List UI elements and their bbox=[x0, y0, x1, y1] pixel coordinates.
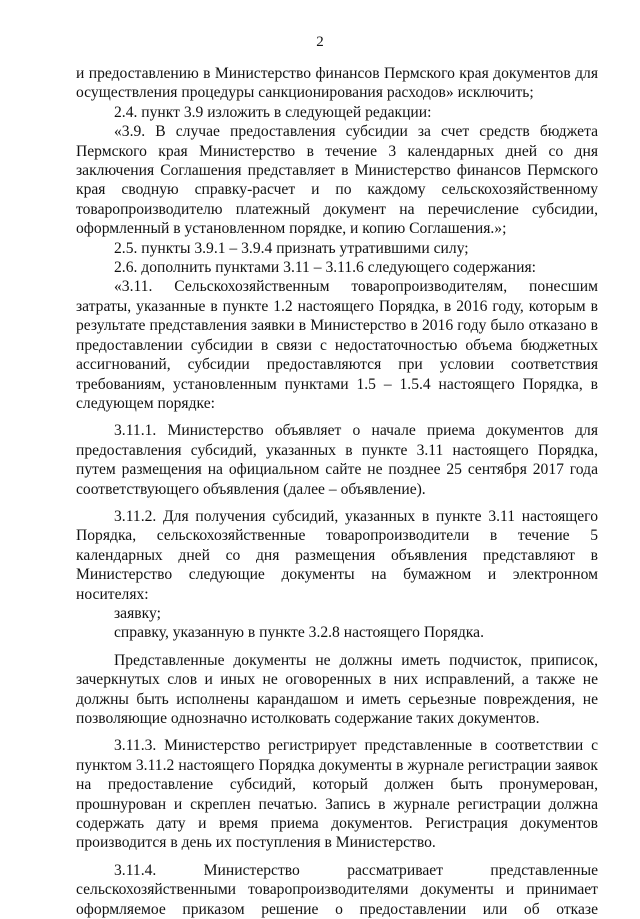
paragraph-2-5: 2.5. пункты 3.9.1 – 3.9.4 признать утратившими силу; bbox=[114, 239, 469, 257]
paragraph-continuation: и предоставлению в Министерство финансов Пермского края документов для осуществления процедуры санкционирования расходов» исключить; bbox=[76, 65, 598, 102]
paragraph-2-4: 2.4. пункт 3.9 изложить в следующей редакции: bbox=[114, 103, 432, 121]
page-number: 2 bbox=[316, 34, 324, 50]
paragraph-3-11-3: 3.11.3. Министерство регистрирует представленные в соответствии с пунктом 3.11.2 настоящего Порядка документы в журнале регистрации заявок на предоставление субсидий, который должен быть пронумерован, прошнурован и скреплен печатью. Запись в журнале регистрации должна содержать дату и время приема документов. Регистрация документов производится в день их поступления в Министерство. bbox=[76, 737, 598, 852]
paragraph-2-6: 2.6. дополнить пунктами 3.11 – 3.11.6 следующего содержания: bbox=[114, 259, 536, 277]
paragraph-3-11-4: 3.11.4. Министерство рассматривает представленные сельскохозяйственными товаропроизводителями документы и принимает оформляемое приказом решение о предоставлении или об отказе bbox=[76, 861, 598, 918]
paragraph-3-9: «3.9. В случае предоставления субсидии за счет средств бюджета Пермского края Министерство в течение 3 календарных дней со дня заключения Соглашения представляет в Министерство финансов Пермского края сводную справку-расчет и по каждому сельскохозяйственному товаропроизводителю платежный документ на перечисление субсидии, оформленный в установленном порядке, и копию Соглашения.»; bbox=[76, 123, 598, 238]
paragraph-documents-requirements: Представленные документы не должны иметь подчисток, приписок, зачеркнутых слов и иных не оговоренных в них исправлений, а также не должны быть исполнены карандашом и иметь серьезные повреждения, не позволяющие однозначно истолковать содержание таких документов. bbox=[76, 651, 598, 727]
paragraph-3-11-1: 3.11.1. Министерство объявляет о начале приема документов для предоставления субсидий, указанных в пункте 3.11 настоящего Порядка, путем размещения на официальном сайте не позднее 25 сентября 2017 года соответствующего объявления (далее – объявление). bbox=[76, 422, 598, 498]
list-item-certificate: справку, указанную в пункте 3.2.8 настоящего Порядка. bbox=[114, 624, 484, 642]
list-item-application: заявку; bbox=[114, 604, 161, 622]
paragraph-3-11: «3.11. Сельскохозяйственным товаропроизводителям, понесшим затраты, указанные в пункте 1.2 настоящего Порядка, в 2016 году, которым в результате представления заявки в Министерство в 2016 году было отказано в предоставлении субсидии в связи с недостаточностью объема бюджетных ассигнований, субсидии предоставляются при условии соответствия требованиям, установленным пунктами 1.5 – 1.5.4 настоящего Порядка, в следующем порядке: bbox=[76, 278, 598, 412]
document-body bbox=[76, 64, 598, 919]
paragraph-3-11-2: 3.11.2. Для получения субсидий, указанных в пункте 3.11 настоящего Порядка, сельскохозяйственные товаропроизводители в течение 5 календарных дней со дня размещения объявления представляют в Министерство следующие документы на бумажном и электронном носителях: bbox=[76, 507, 598, 603]
